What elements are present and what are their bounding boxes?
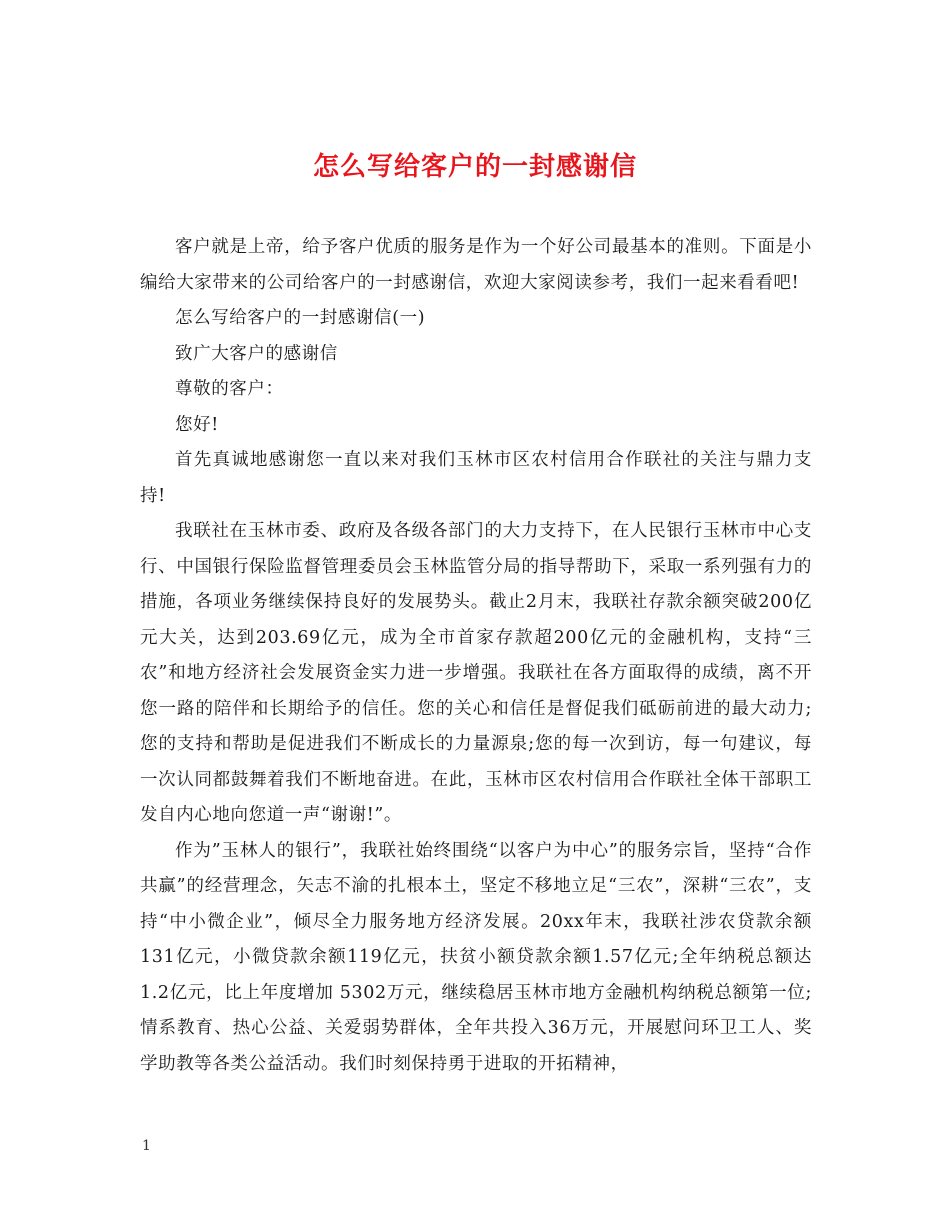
page-number: 1	[142, 1138, 151, 1154]
body-paragraph: 首先真诚地感谢您一直以来对我们玉林市区农村信用合作联社的关注与鼎力支持!	[140, 450, 812, 506]
document-title: 怎么写给客户的一封感谢信	[312, 152, 637, 183]
document-body	[140, 230, 812, 1082]
body-paragraph: 我联社在玉林市委、政府及各级各部门的大力支持下，在人民银行玉林市中心支行、中国银行保险监督管理委员会玉林监管分局的指导帮助下，采取一系列强有力的措施，各项业务继续保持良好的发展势头。截止2月末，我联社存款余额突破200亿元大关，达到203.69亿元，成为全市首家存款超200亿元的金融机构，支持“三农”和地方经济社会发展资金实力进一步增强。我联社在各方面取得的成绩，离不开您一路的陪伴和长期给予的信任。您的关心和信任是督促我们砥砺前进的最大动力;您的支持和帮助是促进我们不断成长的力量源泉;您的每一次到访，每一句建议，每一次认同都鼓舞着我们不断地奋进。在此，玉林市区农村信用合作联社全体干部职工发自内心地向您道一声“谢谢!”。	[140, 521, 812, 825]
letter-heading: 致广大客户的感谢信	[175, 343, 338, 364]
intro-paragraph: 客户就是上帝，给予客户优质的服务是作为一个好公司最基本的准则。下面是小编给大家带来的公司给客户的一封感谢信，欢迎大家阅读参考，我们一起来看看吧!	[140, 237, 812, 293]
body-paragraph: 作为”玉林人的银行”，我联社始终围绕“以客户为中心”的服务宗旨，坚持“合作共赢”的经营理念，矢志不渝的扎根本土，坚定不移地立足“三农”，深耕“三农”，支持“中小微企业”，倾尽全力服务地方经济发展。20xx年末，我联社涉农贷款余额131亿元，小微贷款余额119亿元，扶贫小额贷款余额1.57亿元;全年纳税总额达1.2亿元，比上年度增加 5302万元，继续稳居玉林市地方金融机构纳税总额第一位;情系教育、热心公益、关爱弱势群体，全年共投入36万元，开展慰问环卫工人、奖学助教等各类公益活动。我们时刻保持勇于进取的开拓精神，	[140, 840, 812, 1074]
greeting: 您好!	[175, 414, 219, 435]
salutation: 尊敬的客户：	[175, 379, 284, 399]
section-heading: 怎么写给客户的一封感谢信(一)	[175, 308, 426, 328]
